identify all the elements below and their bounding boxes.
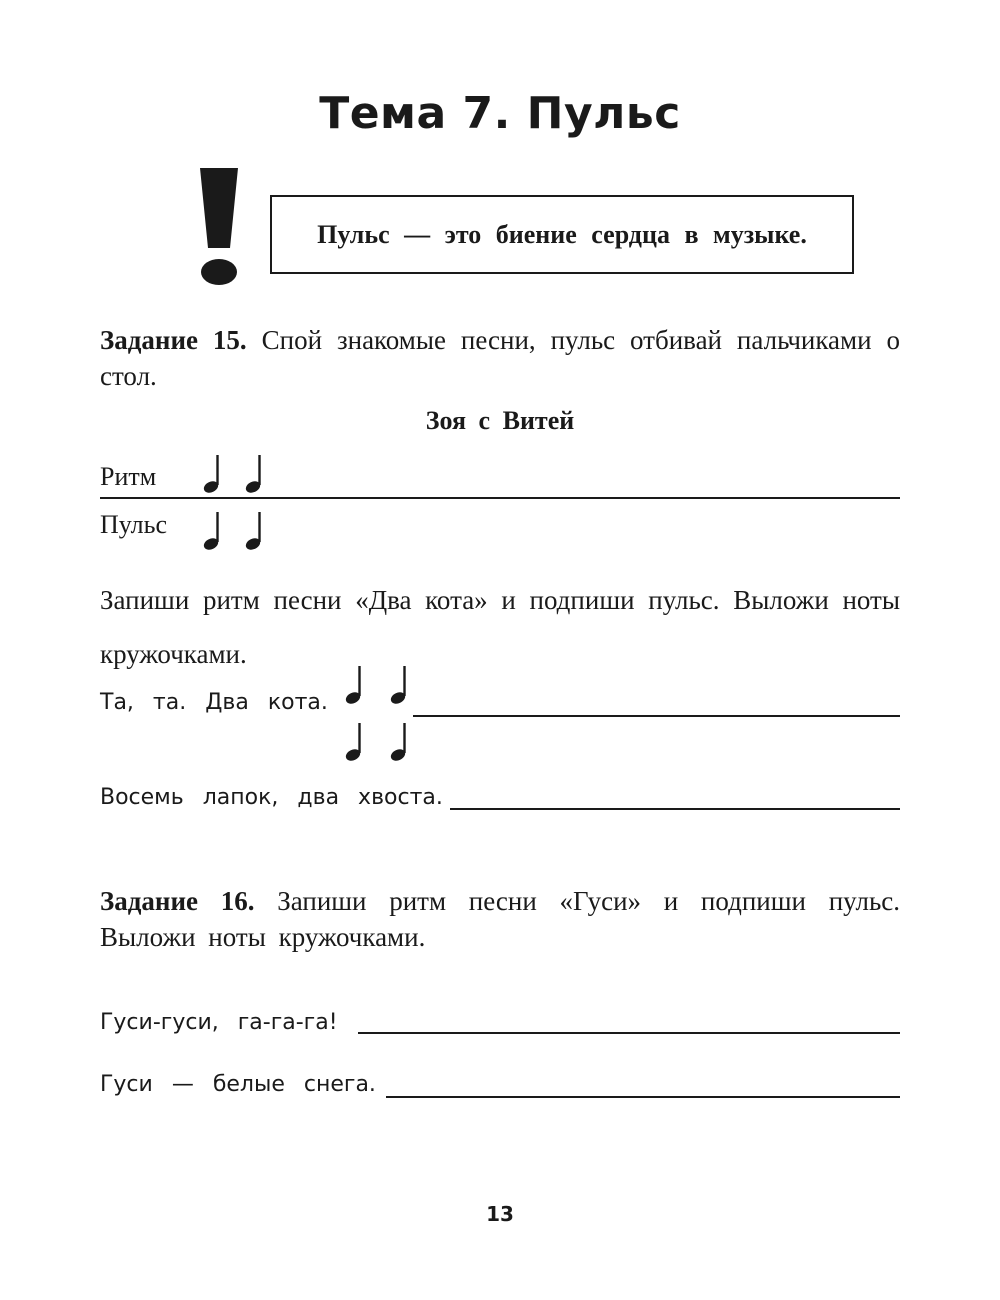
quarter-note-icon (243, 452, 265, 496)
task-15 (100, 322, 900, 394)
quarter-note-icon (343, 663, 365, 707)
answer-line (386, 1096, 900, 1098)
page-title: Тема 7. Пульс (319, 88, 681, 139)
definition-text: Пульс — это биение сердца в музыке. (317, 219, 807, 249)
lyric-line-1: Та, та. Два кота. (100, 690, 328, 715)
task-16 (100, 883, 900, 955)
exclamation-icon (190, 160, 250, 290)
quarter-note-icon (388, 663, 410, 707)
quarter-note-icon (343, 720, 365, 764)
definition-box (270, 195, 854, 274)
instruction-text: Запиши ритм песни «Два кота» и подпиши пульс. Выложи ноты кружочками. (100, 585, 900, 669)
page-number: 13 (486, 1202, 514, 1226)
task-16-label: Задание 16. (100, 886, 255, 916)
lyric-line-2: Восемь лапок, два хвоста. (100, 785, 443, 810)
rhythm-label: Ритм (100, 462, 157, 491)
task-16-text: Запиши ритм песни «Гуси» и подпиши пульс. Выложи ноты кружочками. (100, 886, 900, 952)
pulse-label: Пульс (100, 510, 168, 539)
quarter-note-icon (201, 452, 223, 496)
answer-line (450, 808, 900, 810)
answer-line (413, 715, 900, 717)
task-15-label: Задание 15. (100, 325, 247, 355)
quarter-note-icon (201, 509, 223, 553)
lyric-line-3: Гуси-гуси, га-га-га! (100, 1010, 338, 1035)
lyric-line-4: Гуси — белые снега. (100, 1072, 376, 1097)
quarter-note-icon (243, 509, 265, 553)
divider-line (100, 497, 900, 499)
task-15-text: Спой знакомые песни, пульс отбивай пальчиками о стол. (100, 325, 901, 391)
answer-line (358, 1032, 900, 1034)
song-title: Зоя с Витей (425, 406, 575, 435)
quarter-note-icon (388, 720, 410, 764)
